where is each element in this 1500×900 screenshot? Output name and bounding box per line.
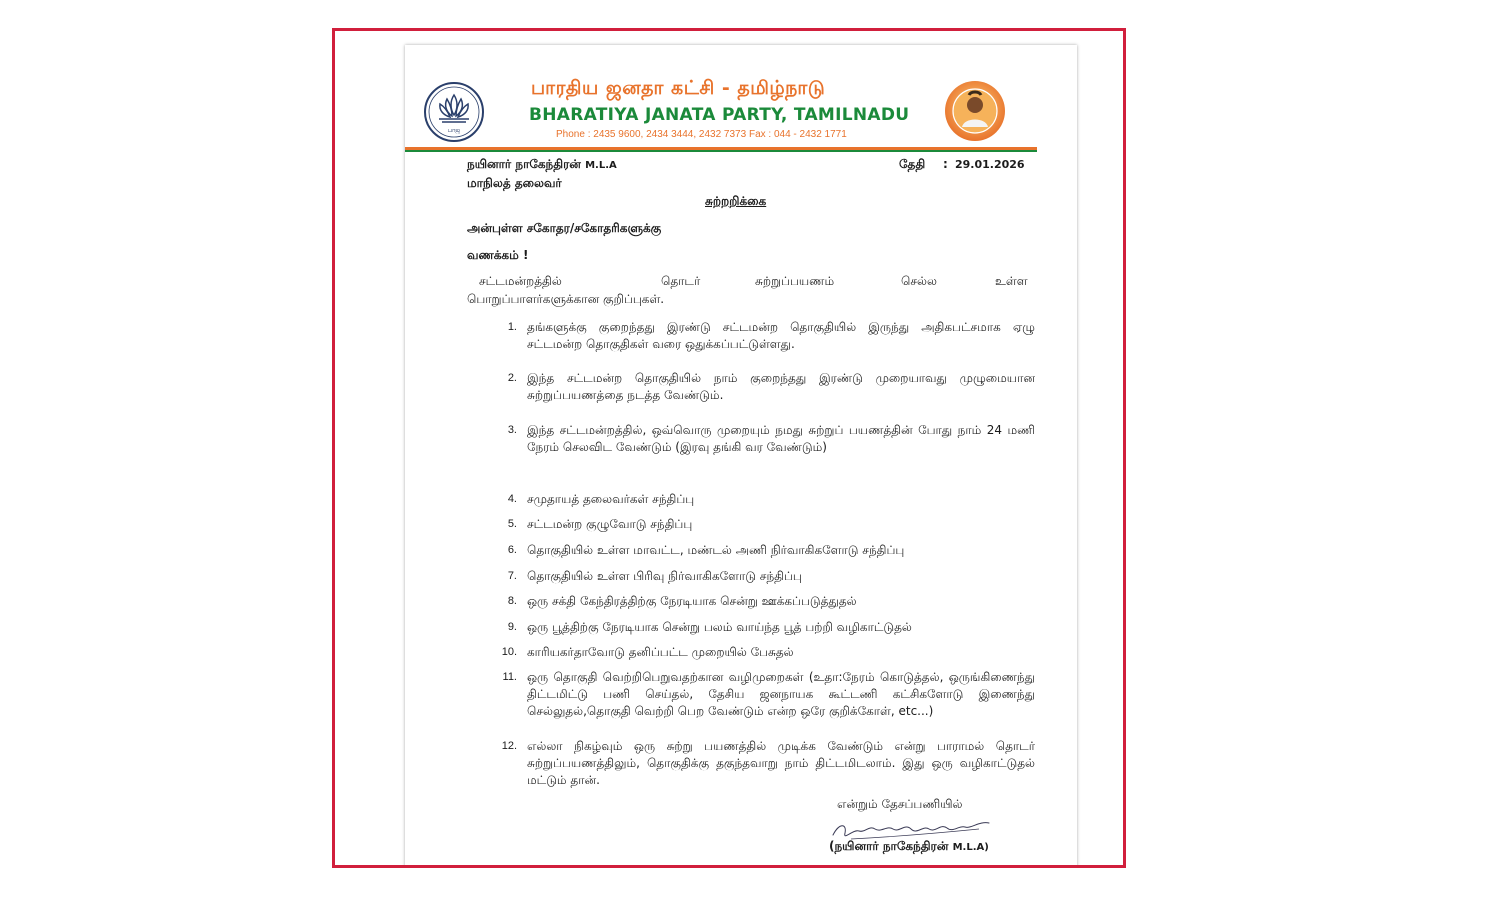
sender-designation: மாநிலத் தலைவர்	[467, 176, 562, 190]
intro-word-2: தொடர்	[661, 274, 701, 288]
point-number: 3.	[507, 424, 517, 436]
point-text: ஒரு பூத்திற்கு நேரடியாக சென்று பலம் வாய்ந்த பூத் பற்றி வழிகாட்டுதல்	[527, 620, 912, 634]
point-text: காரியகர்தாவோடு தனிப்பட்ட முறையில் பேசுதல்	[527, 645, 794, 659]
point-number: 4.	[507, 493, 517, 505]
logo-caption: பாஜ	[447, 127, 461, 134]
point-number: 8.	[507, 595, 517, 607]
party-name-english: BHARATIYA JANATA PARTY, TAMILNADU	[529, 105, 910, 125]
point-number: 12.	[501, 740, 517, 752]
point-text: சட்டமன்ற குழுவோடு சந்திப்பு	[527, 517, 693, 531]
point-text: ஒரு சக்தி கேந்திரத்திற்கு நேரடியாக சென்று ஊக்கப்படுத்துதல்	[527, 594, 857, 608]
point-number: 2.	[507, 372, 517, 384]
party-name-tamil: பாரதிய ஜனதா கட்சி - தமிழ்நாடு	[531, 77, 826, 99]
signatory-name: (நயினார் நாகேந்திரன் M.L.A)	[829, 839, 989, 853]
point-number: 9.	[507, 621, 517, 633]
intro-word-1: சட்டமன்றத்தில்	[479, 274, 562, 288]
point-number: 5.	[507, 518, 517, 530]
closing-text: என்றும் தேசப்பணியில்	[837, 797, 963, 811]
sender-name: நயினார் நாகேந்திரன் M.L.A	[467, 157, 617, 171]
leader-portrait-seal-icon	[943, 79, 1007, 143]
intro-word-4: செல்ல	[901, 274, 937, 288]
letter-page	[405, 45, 1077, 868]
point-text: இந்த சட்டமன்ற தொகுதியில் நாம் குறைந்தது இரண்டு முறையாவது முழுமையான சுற்றுப்பயணத்தை நடத்த வேண்டும்.	[527, 371, 1035, 402]
salutation: அன்புள்ள சகோதர/சகோதரிகளுக்கு	[467, 221, 662, 235]
greeting: வணக்கம் !	[467, 248, 529, 262]
intro-word-3: சுற்றுப்பயணம்	[755, 274, 835, 288]
subject-heading: சுற்றறிக்கை	[705, 194, 767, 208]
date-value: 29.01.2026	[955, 158, 1025, 171]
intro-word-5: உள்ள	[995, 274, 1028, 288]
point-text: ஒரு தொகுதி வெற்றிபெறுவதற்கான வழிமுறைகள் (உதா:நேரம் கொடுத்தல், ஒருங்கிணைந்து திட்டமிட்டு பணி செய்தல், தேசிய ஜனநாயக கூட்டணி கட்சிகளோடு இணைந்து செல்லுதல்,தொகுதி வெற்றி பெற வேண்டும் என்ற ஒரே குறிக்கோள், etc...)	[527, 670, 1036, 718]
contact-phone-line: Phone : 2435 9600, 2434 3444, 2432 7373 Fax : 044 - 2432 1771	[556, 129, 847, 140]
point-number: 10.	[501, 646, 517, 658]
point-number: 7.	[507, 570, 517, 582]
point-text: எல்லா நிகழ்வும் ஒரு சுற்று பயணத்தில் முடிக்க வேண்டும் என்று பாராமல் தொடர் சுற்றுப்பயணத்திலும், தொகுதிக்கு தகுந்தவாறு நாம் திட்டமிடலாம். இது ஒரு வழிகாட்டுதல் மட்டும் தான்.	[527, 739, 1035, 787]
point-text: தொகுதியில் உள்ள மாவட்ட, மண்டல் அணி நிர்வாகிகளோடு சந்திப்பு	[527, 543, 905, 557]
date-label: தேதி	[899, 157, 926, 171]
document-frame	[332, 28, 1126, 868]
point-text: சமுதாயத் தலைவர்கள் சந்திப்பு	[527, 492, 695, 506]
point-text: தங்களுக்கு குறைந்தது இரண்டு சட்டமன்ற தொகுதியில் இருந்து அதிகபட்சமாக ஏழு சட்டமன்ற தொகுதிகள் வரை ஒதுக்கப்பட்டுள்ளது.	[527, 320, 1035, 351]
letterhead-rule-green	[405, 150, 1037, 152]
point-number: 11.	[502, 671, 517, 683]
point-text: தொகுதியில் உள்ள பிரிவு நிர்வாகிகளோடு சந்திப்பு	[527, 569, 802, 583]
intro-line-2: பொறுப்பாளர்களுக்கான குறிப்புகள்.	[467, 292, 665, 306]
date-separator: :	[943, 157, 948, 171]
bjp-lotus-logo-icon	[423, 81, 485, 143]
point-number: 6.	[507, 544, 517, 556]
point-text: இந்த சட்டமன்றத்தில், ஒவ்வொரு முறையும் நமது சுற்றுப் பயணத்தின் போது நாம் 24 மணி நேரம் செலவிட வேண்டும் (இரவு தங்கி வர வேண்டும்)	[527, 423, 1035, 454]
point-number: 1.	[507, 321, 517, 333]
